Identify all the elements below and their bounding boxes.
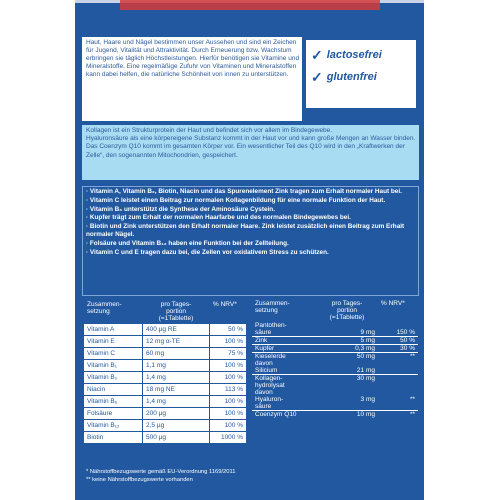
nutrient-nrv: 100 % bbox=[210, 336, 247, 348]
nutrient-amount: 400 µg RE bbox=[143, 324, 210, 336]
nutrient-nrv: 100 % bbox=[210, 372, 247, 384]
nutrient-amount: 50 mg 21 mg bbox=[316, 353, 378, 375]
claim-item: · Vitamin B₆ unterstützt die Synthese der Aminosäure Cystein. bbox=[86, 205, 275, 213]
badge-glutenfrei bbox=[311, 70, 377, 84]
nutrient-name: Kieselerde davon Silicium bbox=[252, 353, 316, 375]
package-top-logo-strip bbox=[120, 0, 380, 10]
nutrient-nrv: ** bbox=[378, 375, 418, 411]
nutrient-nrv: 100 % bbox=[210, 420, 247, 432]
info-collagen: Kollagen ist ein Strukturprotein der Haut und befindet sich vor allem im Bindegewebe. bbox=[86, 127, 333, 134]
badge-label: lactosefrei bbox=[326, 49, 382, 61]
table-row bbox=[252, 345, 418, 353]
footnotes bbox=[86, 468, 416, 484]
nutrient-nrv: 113 % bbox=[210, 384, 247, 396]
nutrient-amount: 5 mg bbox=[316, 337, 378, 345]
nutrient-nrv: 1000 % bbox=[210, 432, 247, 444]
checkmark-icon: ✓ bbox=[311, 69, 323, 85]
nutrition-table-right bbox=[252, 298, 418, 418]
nutrient-name: Coenzym Q10 bbox=[255, 411, 297, 418]
claim-item: · Biotin und Zink unterstützen den Erhalt normaler Haare. Zink leistet zusätzlich einen Beitrag zum Erhalt normaler Nägel. bbox=[86, 223, 405, 238]
nutrient-nrv: 100 % bbox=[210, 360, 247, 372]
nutrient-amount: 0,3 mg bbox=[316, 345, 378, 353]
nutrient-name: Niacin bbox=[84, 384, 143, 396]
nutrition-table-left bbox=[83, 298, 247, 444]
table-row bbox=[84, 336, 247, 348]
nutrient-name: Zink bbox=[252, 337, 316, 345]
nutrient-amount: 1,1 mg bbox=[143, 360, 210, 372]
nutrient-name: Kollagen- hydrolysat davon Hyaluron- säure bbox=[252, 375, 316, 411]
col-header-nrv: % NRV* bbox=[381, 300, 405, 307]
nutrient-nrv: 50 % bbox=[210, 324, 247, 336]
nutrient-name: Vitamin B₁ bbox=[84, 360, 143, 372]
table-row bbox=[84, 420, 247, 432]
table-row bbox=[252, 322, 418, 337]
checkmark-icon: ✓ bbox=[311, 47, 323, 63]
nutrient-amount: 12 mg α-TE bbox=[143, 336, 210, 348]
table-row bbox=[252, 337, 418, 345]
table-row bbox=[252, 353, 418, 375]
nutrient-name: Vitamin C bbox=[84, 348, 143, 360]
nutrient-amount: 60 mg bbox=[143, 348, 210, 360]
nutrient-amount: 500 µg bbox=[143, 432, 210, 444]
table-row bbox=[252, 411, 418, 419]
claim-item: · Folsäure und Vitamin B₁₂ haben eine Funktion bei der Zellteilung. bbox=[86, 239, 289, 247]
table-row bbox=[84, 408, 247, 420]
col-header-composition: Zusammen- setzung bbox=[84, 299, 143, 324]
nutrient-nrv: 100 % bbox=[210, 408, 247, 420]
nutrient-amount: 10 mg bbox=[356, 411, 375, 418]
nutrient-nrv: 30 % bbox=[378, 345, 418, 353]
nutrient-nrv: 50 % bbox=[378, 337, 418, 345]
col-header-per-daily: pro Tages- portion (=1Tablette) bbox=[329, 300, 365, 321]
nutrient-nrv: 150 % bbox=[378, 322, 418, 337]
nutrient-nrv: 100 % bbox=[210, 396, 247, 408]
col-header-composition: Zusammen- setzung bbox=[255, 300, 290, 314]
nutrient-amount: 2,5 µg bbox=[143, 420, 210, 432]
nutrient-name: Kupfer bbox=[252, 345, 316, 353]
nutrient-name: Vitamin B₁₂ bbox=[84, 420, 143, 432]
info-text bbox=[86, 127, 416, 160]
col-header-per-daily: pro Tages- portion (=1Tablette) bbox=[143, 299, 210, 324]
info-hyaluron: Hyaluronsäure als eine körpereigene Substanz kommt in der Haut vor und kann große Mengen an Wasser binden. bbox=[86, 135, 416, 143]
table-row bbox=[84, 360, 247, 372]
nutrient-amount: 1,4 mg bbox=[143, 372, 210, 384]
badge-label: glutenfrei bbox=[326, 71, 377, 83]
col-header-nrv: % NRV* bbox=[210, 299, 247, 324]
claim-item: · Vitamin A, Vitamin B₂, Biotin, Niacin und das Spurenelement Zink tragen zum Erhalt normaler Haut bei. bbox=[86, 188, 402, 195]
claim-item: · Vitamin C leistet einen Beitrag zur normalen Kollagenbildung für eine normale Funktion der Haut. bbox=[86, 196, 386, 204]
nutrient-nrv: ** bbox=[409, 411, 415, 418]
nutrient-nrv: ** bbox=[378, 353, 418, 375]
nutrient-name: Vitamin B₆ bbox=[84, 396, 143, 408]
nutrient-name: Vitamin B₂ bbox=[84, 372, 143, 384]
nutrient-amount: 30 mg 3 mg bbox=[316, 375, 378, 411]
table-row bbox=[84, 348, 247, 360]
badge-lactosefrei bbox=[311, 48, 382, 62]
nutrient-name: Pantothen- säure bbox=[252, 322, 316, 337]
footnote-no-nrv: ** keine Nährstoffbezugswerte vorhanden bbox=[86, 477, 193, 483]
table-row bbox=[84, 384, 247, 396]
nutrient-name: Folsäure bbox=[84, 408, 143, 420]
intro-text: Haut, Haare und Nägel bestimmen unser Aussehen und sind ein Zeichen für Jugend, Vitalität und Attraktivität. Durch Erneuerung bzw. Wachstum erbringen sie täglich Höchstleistungen. Hierfür benötigen sie Vitamine und Mineralstoffe. Eine regelmäßige Zufuhr von Vitaminen und Mineralstoffen kann dabei helfen, die natürliche Schönheit von innen zu unterstützen. bbox=[86, 39, 300, 79]
nutrient-name: Vitamin E bbox=[84, 336, 143, 348]
nutrient-name: Vitamin A bbox=[84, 324, 143, 336]
table-row bbox=[84, 396, 247, 408]
info-q10: Das Coenzym Q10 kommt im gesamten Körper vor. Ein wesentlicher Teil des Q10 wird in den „Kraftwerken der Zelle“, den sogenannten Mitochondrien, gespeichert. bbox=[86, 143, 405, 159]
claim-item: · Vitamin C und E tragen dazu bei, die Zellen vor oxidativem Stress zu schützen. bbox=[86, 248, 329, 256]
table-row bbox=[252, 375, 418, 411]
nutrient-amount: 1,4 mg bbox=[143, 396, 210, 408]
claims-list bbox=[86, 188, 416, 257]
footnote-nrv: * Nährstoffbezugswerte gemäß EU-Verordnung 1169/2011 bbox=[86, 469, 236, 475]
nutrient-name: Biotin bbox=[84, 432, 143, 444]
table-row bbox=[84, 372, 247, 384]
table-row bbox=[84, 324, 247, 336]
nutrient-amount: 200 µg bbox=[143, 408, 210, 420]
nutrient-amount: 9 mg bbox=[316, 322, 378, 337]
nutrient-nrv: 75 % bbox=[210, 348, 247, 360]
claim-item: · Kupfer trägt zum Erhalt der normalen Haarfarbe und des normalen Bindegewebes bei. bbox=[86, 214, 351, 222]
table-row bbox=[84, 432, 247, 444]
nutrient-amount: 18 mg NE bbox=[143, 384, 210, 396]
